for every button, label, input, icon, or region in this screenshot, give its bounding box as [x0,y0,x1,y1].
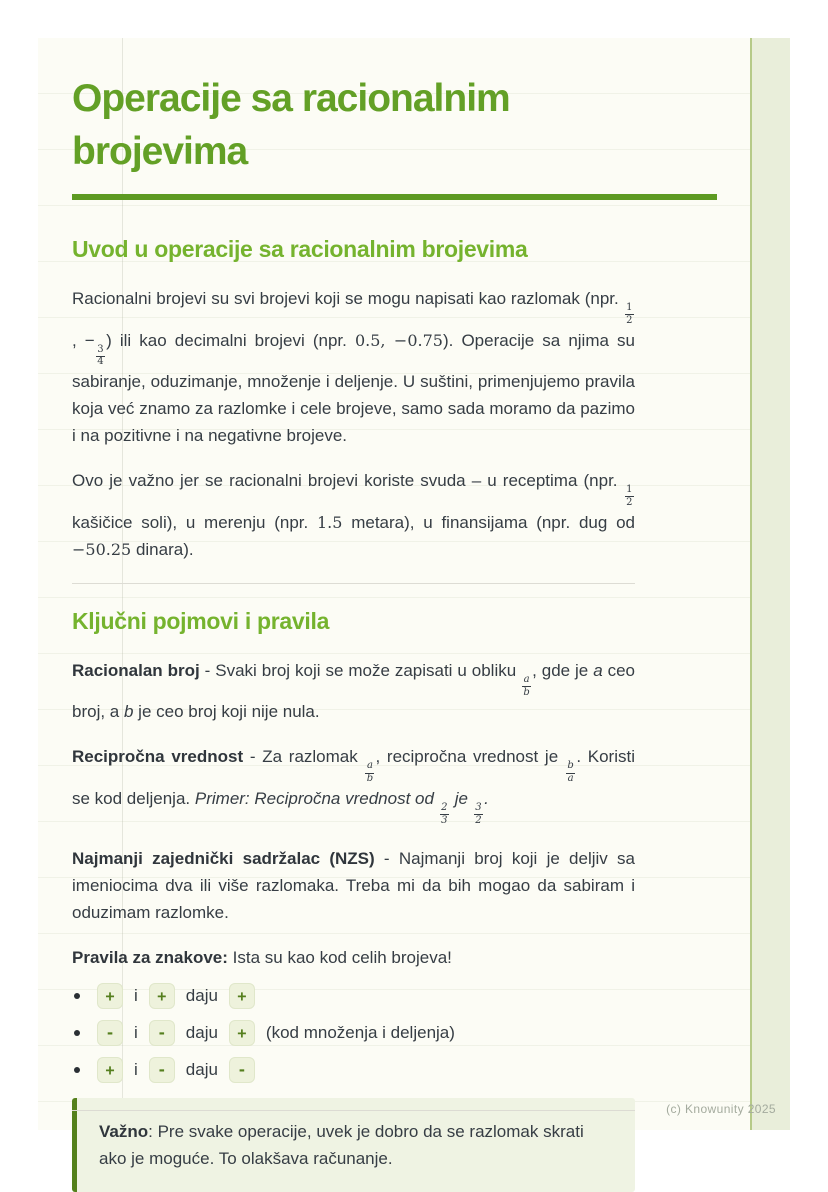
sign-rule-row [72,1020,717,1047]
text-segment: Racionalni brojevi su svi brojevi koji se mogu napisati kao razlomak (npr. [72,289,624,308]
sign-rule-row [72,1057,717,1084]
callout-text: : Pre svake operacije, uvek je dobro da se razlomak skrati ako je moguće. To olakšava računanje. [99,1121,584,1168]
page-title: Operacije sa racionalnim brojevima [72,77,510,173]
text-segment: metara), u finansijama (npr. dug od [342,512,635,532]
title-divider-rule [72,194,717,200]
page-content [72,38,717,1192]
footer-divider [72,1110,635,1111]
section-heading-concepts: Ključni pojmovi i pravila [72,607,330,634]
text-segment: Ovo je važno jer se racionalni brojevi koriste svuda – u receptima (npr. [72,471,624,491]
text-segment: je ceo broj koji nije nula. [133,702,320,722]
term-label: Najmanji zajednički sadržalac (NZS) [72,848,375,868]
term-label: Recipročna vrednost [72,747,244,767]
sign-rule-row [72,983,717,1010]
text-segment: ). Operacije sa njima su sabiranje, oduzimanje, množenje i deljenje. U suštini, primenjujemo pravila koja već znamo za razlomke i cele brojeve, samo sada moramo da pazimo i na pozitivne i na negativne brojeve. [72,330,635,446]
minus-sign-badge: - [229,1057,255,1083]
conjunction: i [134,986,138,1006]
text-segment: . [484,788,489,808]
variable-a: a [593,660,603,680]
plus-sign-badge: + [229,983,255,1009]
definition-racionalan-broj [72,657,635,726]
fraction-two-thirds: $\frac{2}{3}$ [441,801,448,826]
minus-sign-badge: - [149,1020,175,1046]
term-label: Racionalan broj [72,660,200,680]
document-page [38,38,790,1168]
fraction-a-over-b: $\frac{a}{b}$ [366,760,374,785]
plus-sign-badge: + [229,1020,255,1046]
fraction-one-half: $\frac{1}{2}$ [626,302,633,326]
text-segment: Primer: Recipročna vrednost od [194,788,439,808]
callout-label: Važno [99,1121,149,1141]
minus-sign-badge: - [149,1057,175,1083]
sign-rules-list [72,983,717,1084]
section-heading-intro: Uvod u operacije sa racionalnim brojevima [72,236,528,262]
text-segment: - Svaki broj koji se može zapisati u obliku [199,660,522,680]
plus-sign-badge: + [97,1057,123,1083]
text-segment: - Za razlomak [243,747,365,767]
text-segment: ceo broj, a [72,660,636,722]
footer-copyright: (c) Knowunity 2025 [666,1102,776,1116]
fraction-b-over-a: $\frac{b}{a}$ [567,760,574,785]
minus-sign-badge: - [97,1020,123,1046]
verb: daju [185,986,218,1006]
fraction-one-half: $\frac{1}{2}$ [626,484,633,508]
verb: daju [185,1023,218,1043]
rules-label: Pravila za znakove: [72,947,228,967]
plus-sign-badge: + [149,983,175,1009]
intro-paragraph-2 [72,467,635,563]
variable-b: b [123,702,134,722]
text-segment: je [450,788,473,808]
conjunction: i [134,1023,138,1043]
sign-rules-intro [72,944,635,971]
text-segment: dinara). [131,539,194,559]
rule-note: (kod množenja i deljenja) [265,1023,455,1043]
fraction-three-halves: $\frac{3}{2}$ [475,801,482,826]
fraction-a-over-b: $\frac{a}{b}$ [523,673,530,698]
bullet-icon [74,1030,80,1036]
math-decimals: 0.5, −0.75 [354,330,443,350]
intro-paragraph-1 [72,285,635,449]
fraction-three-quarters: $\frac{3}{4}$ [97,343,104,368]
conjunction: i [134,1060,138,1080]
text-segment: Ista su kao kod celih brojeva! [227,947,452,967]
math-decimal: 1.5 [317,512,343,532]
definition-nzs [72,845,635,926]
verb: daju [185,1060,218,1080]
text-segment: . Koristi se kod deljenja. [72,747,635,808]
text-segment: , gde je [532,660,594,680]
bullet-icon [74,993,80,999]
important-callout [72,1098,635,1192]
text-segment: kašičice soli), u merenju (npr. [72,512,317,532]
example-text [194,788,489,826]
definition-reciprocna-vrednost [72,743,635,826]
right-margin-stripe [750,38,790,1130]
text-segment: , − [72,330,95,350]
plus-sign-badge: + [97,983,123,1009]
text-segment: ) ili kao decimalni brojevi (npr. [106,330,355,350]
section-divider [72,583,635,584]
bullet-icon [74,1067,80,1073]
text-segment: - Najmanji broj koji je deljiv sa imeniocima dva ili više razlomaka. Treba mi da bih mogao da sabiram i oduzimam razlomke. [72,848,635,922]
math-decimal: −50.25 [72,539,132,559]
text-segment: , recipročna vrednost je [375,747,565,767]
